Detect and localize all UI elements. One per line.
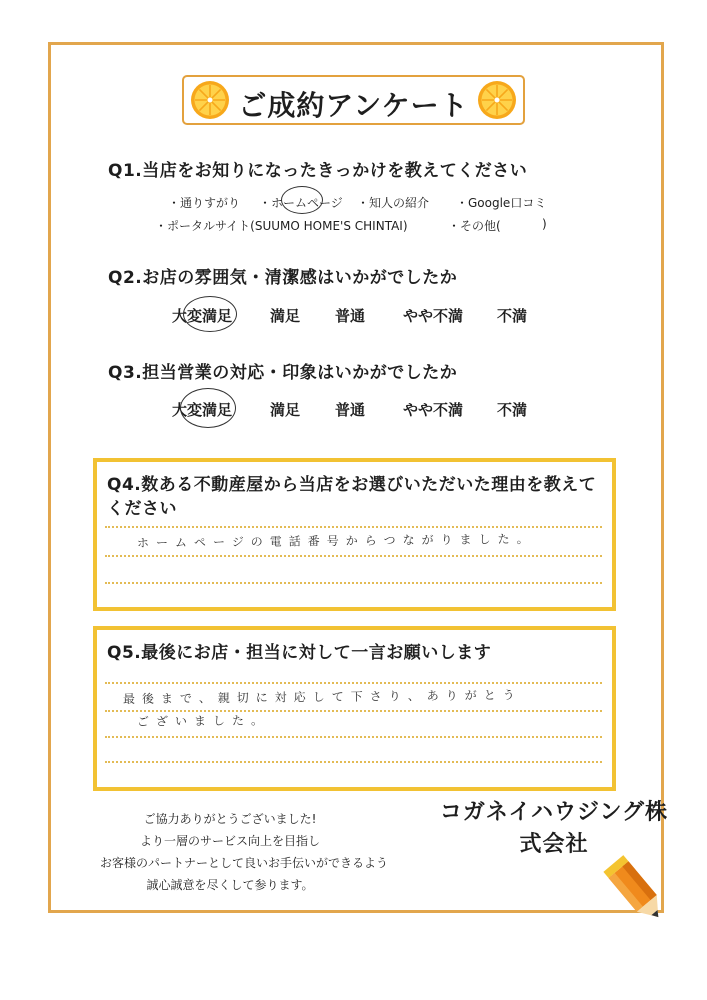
q2-scale-dissatisfied: 不満 bbox=[497, 307, 528, 325]
pencil-icon bbox=[596, 840, 680, 924]
q3-question: Q3.担当営業の対応・印象はいかがでしたか bbox=[108, 363, 458, 383]
q1-option-other-close: ) bbox=[542, 217, 547, 231]
company-name-line1: コガネイハウジング株 bbox=[439, 800, 669, 825]
orange-slice-icon bbox=[477, 80, 517, 120]
q4-rule-line bbox=[105, 582, 602, 584]
q5-answer-box bbox=[93, 626, 616, 791]
thanks-line: お客様のパートナーとして良いお手伝いができるよう bbox=[100, 856, 389, 870]
q2-scale-very-satisfied: 大変満足 bbox=[172, 307, 233, 325]
q5-question: Q5.最後にお店・担当に対して一言お願いします bbox=[107, 643, 492, 663]
q4-question-line2: ください bbox=[107, 499, 177, 519]
q2-scale-satisfied: 満足 bbox=[270, 307, 301, 325]
thanks-line: 誠心誠意を尽くして参ります。 bbox=[146, 878, 314, 892]
company-name-line2: 式会社 bbox=[519, 832, 589, 857]
q3-scale-neutral: 普通 bbox=[335, 401, 366, 419]
q1-option-google: ・Google口コミ bbox=[456, 196, 547, 210]
q2-scale-neutral: 普通 bbox=[335, 307, 366, 325]
q4-handwritten-answer: ホームページの電話番号からつながりました。 bbox=[136, 531, 536, 551]
q1-option-homepage: ・ホームページ bbox=[259, 196, 343, 210]
q3-scale-dissatisfied: 不満 bbox=[497, 401, 528, 419]
thanks-line: より一層のサービス向上を目指し bbox=[139, 834, 320, 848]
q5-handwritten-answer-line2: ございました。 bbox=[136, 713, 271, 729]
q5-rule-line bbox=[105, 761, 602, 763]
q3-scale-satisfied: 満足 bbox=[270, 401, 301, 419]
q3-scale-very-satisfied: 大変満足 bbox=[172, 401, 233, 419]
q1-option-referral: ・知人の紹介 bbox=[357, 196, 430, 210]
title-box bbox=[182, 75, 525, 125]
q5-rule-line bbox=[105, 736, 602, 738]
q3-selected-circle bbox=[180, 388, 236, 428]
q4-rule-line bbox=[105, 555, 602, 557]
q2-scale-somewhat-dissatisfied: やや不満 bbox=[403, 307, 464, 325]
q1-option-walk-by: ・通りすがり bbox=[168, 196, 241, 210]
orange-slice-icon bbox=[190, 80, 230, 120]
q3-scale-somewhat-dissatisfied: やや不満 bbox=[403, 401, 464, 419]
q2-question: Q2.お店の雰囲気・清潔感はいかがでしたか bbox=[108, 268, 458, 288]
q1-selected-circle bbox=[281, 186, 323, 214]
thanks-line: ご協力ありがとうございました! bbox=[143, 812, 317, 826]
q1-question: Q1.当店をお知りになったきっかけを教えてください bbox=[108, 161, 528, 181]
thanks-message bbox=[100, 808, 389, 896]
q5-rule-line bbox=[105, 682, 602, 684]
q5-handwritten-answer-line1: 最後まで、親切に対応して下さり、ありがとう bbox=[122, 687, 522, 707]
q4-rule-line bbox=[105, 526, 602, 528]
page-title: ご成約アンケート bbox=[238, 89, 469, 122]
q1-option-portal: ・ポータルサイト(SUUMO HOME'S CHINTAI) bbox=[155, 219, 408, 233]
q4-answer-box bbox=[93, 458, 616, 611]
q1-option-other: ・その他( bbox=[448, 219, 501, 233]
q2-selected-circle bbox=[183, 296, 237, 332]
q4-question-line1: Q4.数ある不動産屋から当店をお選びいただいた理由を教えて bbox=[107, 475, 597, 495]
